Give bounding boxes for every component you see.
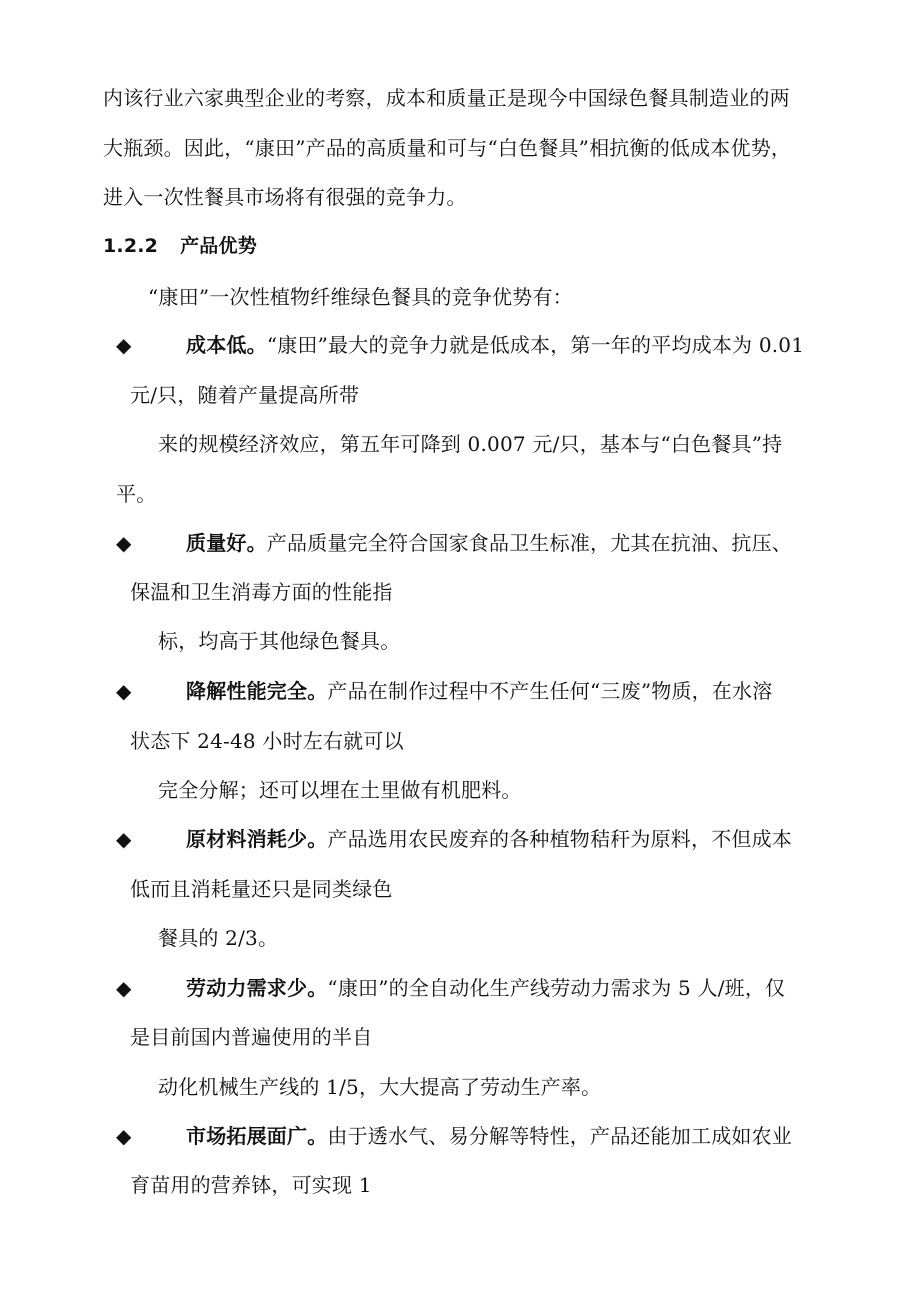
- advantage-item-5-line-3: 动化机械生产线的 1/5，大大提高了劳动生产率。: [158, 1075, 602, 1099]
- advantage-title: 市场拓展面广。: [186, 1124, 328, 1148]
- bullet-diamond-icon: ◆: [116, 827, 132, 851]
- advantage-text: 产品选用农民废弃的各种植物秸秆为原料，不但成本: [327, 827, 793, 851]
- advantage-item-1-line-3: 来的规模经济效应，第五年可降到 0.007 元/只，基本与“白色餐具”持: [158, 432, 783, 456]
- advantage-title: 成本低。: [186, 333, 267, 357]
- advantage-item-4-line-3: 餐具的 2/3。: [158, 926, 279, 950]
- advantage-item-6-line-1: [186, 1122, 792, 1150]
- advantage-title: 劳动力需求少。: [186, 976, 328, 1000]
- bullet-diamond-icon: ◆: [116, 531, 132, 555]
- intro-line-2: 大瓶颈。因此，“康田”产品的高质量和可与“白色餐具”相抗衡的低成本优势，: [103, 136, 792, 160]
- advantage-title: 质量好。: [186, 531, 267, 555]
- advantage-item-2-line-3: 标，均高于其他绿色餐具。: [158, 629, 401, 653]
- advantage-text: 由于透水气、易分解等特性，产品还能加工成如农业: [327, 1124, 793, 1148]
- bullet-diamond-icon: ◆: [116, 976, 132, 1000]
- bullet-diamond-icon: ◆: [116, 679, 132, 703]
- advantage-item-1-line-2: 元/只，随着产量提高所带: [130, 383, 360, 407]
- advantage-item-3-line-1: [186, 677, 772, 705]
- bullet-diamond-icon: ◆: [116, 1124, 132, 1148]
- advantage-item-4-line-2: 低而且消耗量还只是同类绿色: [130, 877, 393, 901]
- section-heading: [103, 232, 257, 260]
- advantage-text: 产品在制作过程中不产生任何“三废”物质，在水溶: [327, 679, 773, 703]
- advantage-text: 产品质量完全符合国家食品卫生标准，尤其在抗油、抗压、: [266, 531, 793, 555]
- section-number: 1.2.2: [103, 235, 159, 257]
- advantage-title: 降解性能完全。: [186, 679, 328, 703]
- advantage-item-6-line-2: 育苗用的营养钵，可实现 1: [130, 1173, 372, 1197]
- advantage-item-2-line-2: 保温和卫生消毒方面的性能指: [130, 580, 393, 604]
- advantage-item-4-line-1: [186, 825, 792, 853]
- bullet-diamond-icon: ◆: [116, 333, 132, 357]
- section-lead: “康田”一次性植物纤维绿色餐具的竞争优势有：: [148, 285, 573, 309]
- advantage-item-1-line-1: [186, 331, 804, 359]
- advantage-item-3-line-3: 完全分解；还可以埋在土里做有机肥料。: [158, 778, 522, 802]
- advantage-item-5-line-2: 是目前国内普遍使用的半自: [130, 1025, 373, 1049]
- advantage-item-5-line-1: [186, 974, 785, 1002]
- advantage-text: “康田”的全自动化生产线劳动力需求为 5 人/班，仅: [327, 976, 786, 1000]
- intro-line-1: 内该行业六家典型企业的考察，成本和质量正是现今中国绿色餐具制造业的两: [103, 86, 790, 110]
- advantage-item-1-line-4: 平。: [116, 482, 157, 506]
- advantage-item-2-line-1: [186, 529, 792, 557]
- section-title: 产品优势: [180, 235, 257, 257]
- intro-line-3: 进入一次性餐具市场将有很强的竞争力。: [103, 185, 467, 209]
- advantage-text: “康田”最大的竞争力就是低成本，第一年的平均成本为 0.01: [266, 333, 805, 357]
- advantage-item-3-line-2: 状态下 24-48 小时左右就可以: [130, 729, 404, 753]
- advantage-title: 原材料消耗少。: [186, 827, 328, 851]
